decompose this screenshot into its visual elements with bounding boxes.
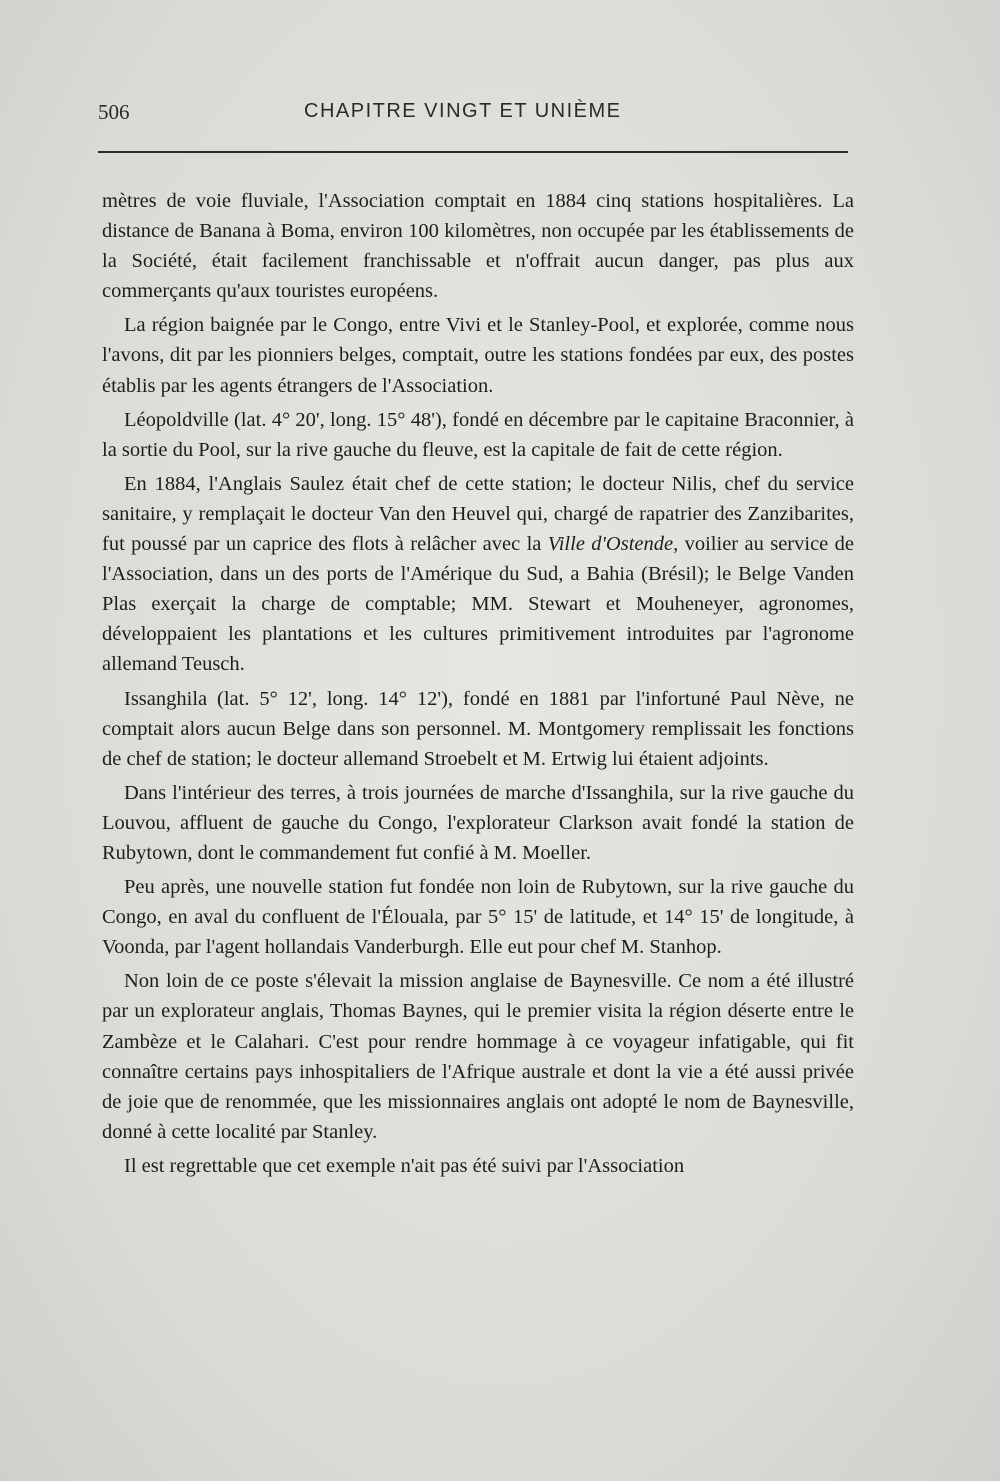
header-rule <box>98 151 848 153</box>
ship-name: Ville d'Ostende <box>547 533 674 556</box>
page-header <box>98 100 848 130</box>
paragraph: La région baignée par le Congo, entre Vivi et le Stanley-Pool, et explorée, comme nous l'avons, dit par les pionniers belges, comptait, outre les stations fondées par eux, des postes établis par les agents étrangers de l'Association. <box>102 314 854 397</box>
paragraph: Il est regrettable que cet exemple n'ait pas été suivi par l'Association <box>124 1154 685 1177</box>
paragraph-text: , voilier au service de l'Association, dans un des ports de l'Amérique du Sud, a Bahia (Brésil); le Belge Vanden Plas exerçait la charge de comptable; MM. Stewart et Mouheneyer, agronomes, développaient les plantations et les cultures primitivement introduites par l'agronome allemand Teusch. <box>102 533 854 676</box>
body-text <box>102 186 854 1185</box>
chapter-title: CHAPITRE VINGT ET UNIÈME <box>304 100 622 122</box>
paragraph-text: En 1884, l'Anglais Saulez était chef de cette station; le docteur Nilis, chef du service sanitaire, y remplaçait le docteur Van den Heuvel qui, chargé de rapatrier des Zanzibarites, fut poussé par un caprice des flots à relâcher avec la <box>102 472 854 556</box>
paragraph: Peu après, une nouvelle station fut fondée non loin de Rubytown, sur la rive gauche du Congo, en aval du confluent de l'Élouala, par 5° 15' de latitude, et 14° 15' de longitude, à Voonda, par l'agent hollandais Vanderburgh. Elle eut pour chef M. Stanhop. <box>102 876 854 959</box>
paragraph <box>102 469 854 680</box>
paragraph: mètres de voie fluviale, l'Association comptait en 1884 cinq stations hospitalières. La distance de Banana à Boma, environ 100 kilomètres, non occupée par les établissements de la Société, était facilement franchissable et n'offrait aucun danger, pas plus aux commerçants qu'aux touristes européens. <box>102 190 854 303</box>
page-number: 506 <box>98 100 130 124</box>
paragraph: Dans l'intérieur des terres, à trois journées de marche d'Issanghila, sur la rive gauche du Louvou, affluent de gauche du Congo, l'explorateur Clarkson avait fondé la station de Rubytown, dont le commandement fut confié à M. Moeller. <box>102 781 854 864</box>
paragraph: Issanghila (lat. 5° 12', long. 14° 12'), fondé en 1881 par l'infortuné Paul Nève, ne comptait alors aucun Belge dans son personnel. M. Montgomery remplissait les fonctions de chef de station; le docteur allemand Stroebelt et M. Ertwig lui étaient adjoints. <box>102 687 854 770</box>
paragraph: Non loin de ce poste s'élevait la mission anglaise de Baynesville. Ce nom a été illustré par un explorateur anglais, Thomas Baynes, qui le premier visita la région déserte entre le Zambèze et le Calahari. C'est pour rendre hommage à ce voyageur infatigable, qui fit connaître certains pays inhospitaliers de l'Afrique australe et dont la vie a été aussi privée de joie que de renommée, que les missionnaires anglais ont adopté le nom de Baynesville, donné à cette localité par Stanley. <box>102 970 854 1143</box>
paragraph: Léopoldville (lat. 4° 20', long. 15° 48'), fondé en décembre par le capitaine Braconnier, à la sortie du Pool, sur la rive gauche du fleuve, est la capitale de fait de cette région. <box>102 408 854 461</box>
